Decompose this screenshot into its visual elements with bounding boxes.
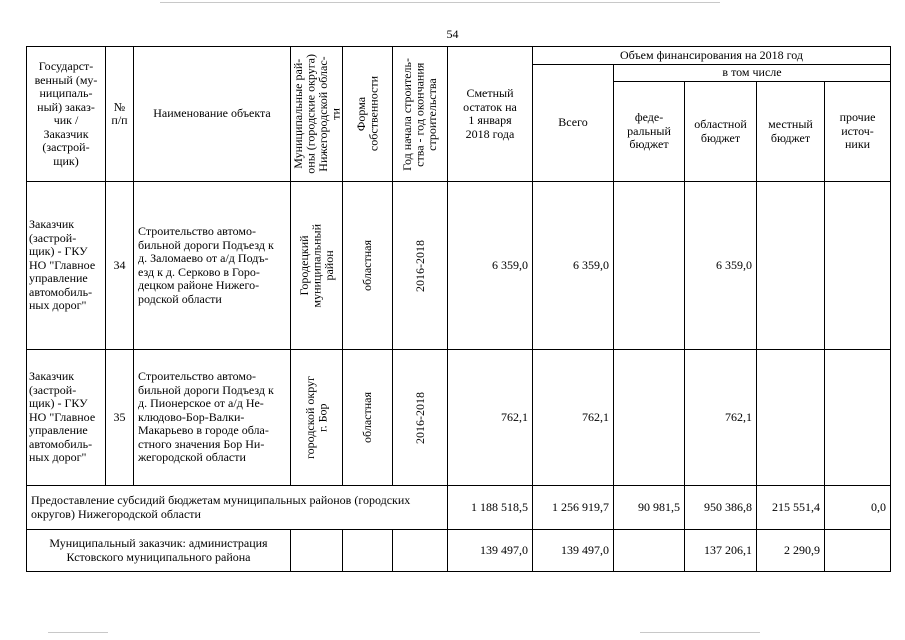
row-number: 34 bbox=[106, 182, 134, 350]
row-other bbox=[825, 182, 891, 350]
header-row-1 bbox=[27, 47, 891, 65]
row-federal bbox=[614, 350, 685, 486]
row-number: 35 bbox=[106, 350, 134, 486]
bottom-scan-line-right bbox=[640, 632, 760, 633]
header-ownership bbox=[343, 47, 393, 182]
header-local: местный бюджет bbox=[757, 82, 825, 182]
header-ownership-text: Форма собственности bbox=[354, 76, 381, 152]
row-years bbox=[393, 182, 448, 350]
row-ownership bbox=[343, 182, 393, 350]
row-object-name: Строительство автомо- бильной дороги Подъезд к д. Пионерское от а/д Не- клюдово-Бор-Валки- Макарьево в городе обла- стного значения Бор Ни- жегородской области bbox=[134, 350, 291, 486]
municipal-row bbox=[27, 530, 891, 572]
row-customer: Заказчик (застрой- щик) - ГКУ НО "Главное управление автомобиль- ных дорог" bbox=[27, 350, 106, 486]
municipal-years bbox=[393, 530, 448, 572]
header-federal: феде- ральный бюджет bbox=[614, 82, 685, 182]
row-ownership bbox=[343, 350, 393, 486]
row-total: 6 359,0 bbox=[533, 182, 614, 350]
row-estimate: 6 359,0 bbox=[448, 182, 533, 350]
row-ownership-text: областная bbox=[360, 392, 375, 443]
header-total: Всего bbox=[533, 65, 614, 182]
row-district bbox=[291, 182, 343, 350]
row-years bbox=[393, 350, 448, 486]
municipal-district bbox=[291, 530, 343, 572]
subsidy-label: Предоставление субсидий бюджетам муниципальных районов (городских округов) Нижегородской области bbox=[27, 486, 448, 530]
row-district-text: городской округ г. Бор bbox=[303, 376, 330, 459]
subsidy-other: 0,0 bbox=[825, 486, 891, 530]
header-district bbox=[291, 47, 343, 182]
row-district bbox=[291, 350, 343, 486]
subsidy-federal: 90 981,5 bbox=[614, 486, 685, 530]
municipal-estimate: 139 497,0 bbox=[448, 530, 533, 572]
row-object-name: Строительство автомо- бильной дороги Подъезд к д. Заломаево от а/д Подъ- езд к д. Серково в Горо- децком районе Нижего- родской области bbox=[134, 182, 291, 350]
row-years-text: 2016-2018 bbox=[412, 239, 427, 292]
header-including: в том числе bbox=[614, 65, 891, 82]
header-district-text: Муниципальные рай- оны (городские округа) Нижегородской облас- ти bbox=[290, 54, 342, 174]
subsidy-regional: 950 386,8 bbox=[685, 486, 757, 530]
top-scan-line bbox=[160, 2, 720, 3]
municipal-other bbox=[825, 530, 891, 572]
subsidy-local: 215 551,4 bbox=[757, 486, 825, 530]
row-regional: 762,1 bbox=[685, 350, 757, 486]
subsidy-row bbox=[27, 486, 891, 530]
header-years-text: Год начала строитель- ства - год окончания строительства bbox=[400, 57, 440, 171]
page-number: 54 bbox=[446, 27, 459, 41]
table-row bbox=[27, 350, 891, 486]
subsidy-estimate: 1 188 518,5 bbox=[448, 486, 533, 530]
row-federal bbox=[614, 182, 685, 350]
municipal-local: 2 290,9 bbox=[757, 530, 825, 572]
municipal-regional: 137 206,1 bbox=[685, 530, 757, 572]
subsidy-total: 1 256 919,7 bbox=[533, 486, 614, 530]
header-number: № п/п bbox=[106, 47, 134, 182]
row-district-text: Городецкий муниципальный район bbox=[296, 223, 336, 308]
row-years-text: 2016-2018 bbox=[412, 391, 427, 444]
row-total: 762,1 bbox=[533, 350, 614, 486]
row-ownership-text: областная bbox=[360, 240, 375, 291]
header-other: прочие источ- ники bbox=[825, 82, 891, 182]
financing-table bbox=[26, 46, 891, 572]
row-estimate: 762,1 bbox=[448, 350, 533, 486]
row-other bbox=[825, 350, 891, 486]
row-local bbox=[757, 182, 825, 350]
municipal-federal bbox=[614, 530, 685, 572]
header-funding-group: Объем финансирования на 2018 год bbox=[533, 47, 891, 65]
municipal-total: 139 497,0 bbox=[533, 530, 614, 572]
table-row bbox=[27, 182, 891, 350]
header-years bbox=[393, 47, 448, 182]
municipal-label: Муниципальный заказчик: администрация Кстовского муниципального района bbox=[27, 530, 291, 572]
row-customer: Заказчик (застрой- щик) - ГКУ НО "Главное управление автомобиль- ных дорог" bbox=[27, 182, 106, 350]
header-estimate: Сметный остаток на 1 января 2018 года bbox=[448, 47, 533, 182]
row-local bbox=[757, 350, 825, 486]
header-regional: областной бюджет bbox=[685, 82, 757, 182]
row-regional: 6 359,0 bbox=[685, 182, 757, 350]
header-object-name: Наименование объекта bbox=[134, 47, 291, 182]
header-customer: Государст- венный (му- ниципаль- ный) заказ- чик / Заказчик (застрой- щик) bbox=[27, 47, 106, 182]
bottom-scan-line-left bbox=[48, 632, 108, 633]
municipal-ownership bbox=[343, 530, 393, 572]
